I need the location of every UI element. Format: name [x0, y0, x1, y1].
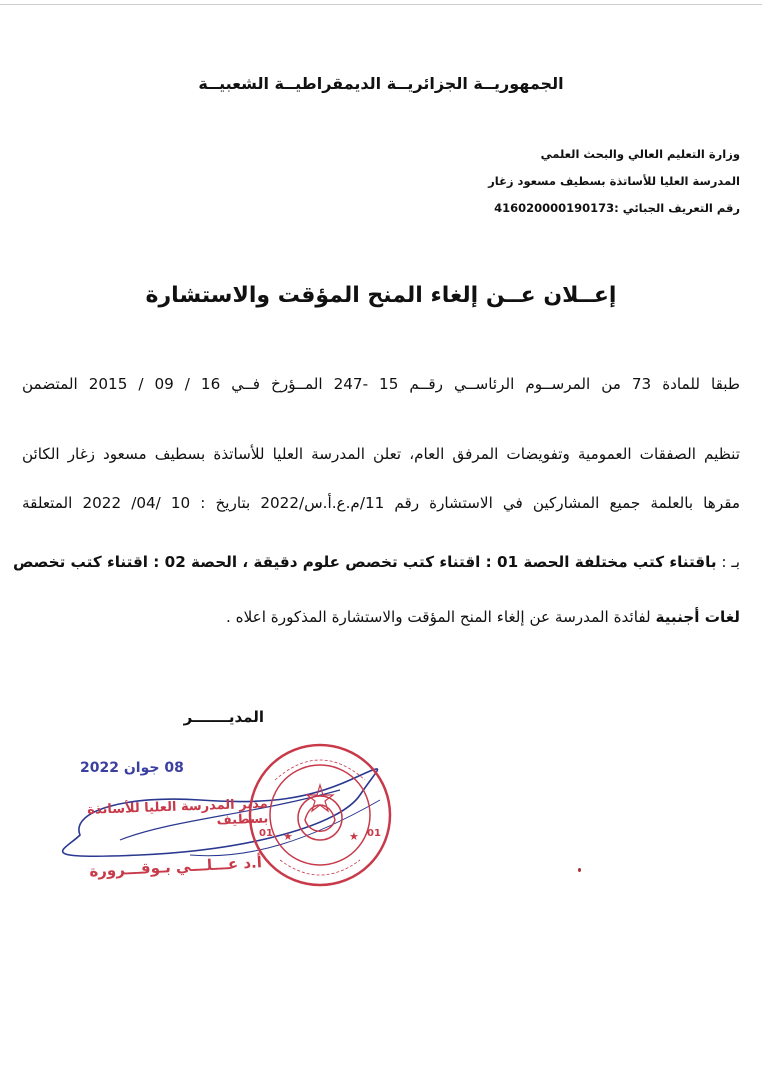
republic-heading: الجمهوريــة الجزائريــة الديمقراطيــة الشعبيــة: [198, 74, 564, 93]
body-line-4: [12, 553, 740, 571]
body-line-1: طبقا للمادة 73 من المرســوم الرئاســي رقــم 15 -247 المــؤرخ فــي 16 / 09 / 2015 المتضمن: [22, 375, 740, 393]
signature-stamp-name: مدير المدرسة العليا للأساتذة بسطيف: [87, 796, 269, 829]
signature-date: 08 جوان 2022: [80, 760, 184, 776]
body-line-5: [22, 608, 740, 626]
official-seal-stamp: [245, 740, 395, 890]
body-line-4-prefix: بـ :: [716, 553, 740, 571]
svg-text:★: ★: [349, 830, 359, 843]
ministry-name: وزارة التعليم العالي والبحث العلمي: [540, 147, 740, 161]
body-line-5-bold: لغات أجنبية: [655, 608, 740, 626]
ink-dot: [578, 868, 581, 872]
top-divider: [0, 4, 762, 5]
svg-text:★: ★: [283, 830, 293, 843]
announcement-title: إعــلان عــن إلغاء المنح المؤقت والاستشارة: [145, 283, 617, 308]
body-line-3: مقرها بالعلمة جميع المشاركين في الاستشارة رقم 11/م.ع.أ.س/2022 بتاريخ : 10 /04/ 2022 المتعلقة: [22, 494, 741, 512]
svg-text:01: 01: [259, 828, 273, 839]
svg-text:01: 01: [367, 828, 381, 839]
school-name: المدرسة العليا للأساتذة بسطيف مسعود زغار: [488, 174, 740, 188]
body-line-4-bold: باقتناء كتب مختلفة الحصة 01 : اقتناء كتب تخصص علوم دقيقة ، الحصة 02 : اقتناء كتب تخصص: [12, 553, 717, 571]
body-line-5-rest: لفائدة المدرسة عن إلغاء المنح المؤقت والاستشارة المذكورة اعلاه .: [226, 608, 656, 626]
body-line-2: تنظيم الصفقات العمومية وتفويضات المرفق العام، تعلن المدرسة العليا للأساتذة بسطيف مسعود زغار الكائن: [22, 445, 740, 463]
director-title: المديـــــــر: [183, 708, 264, 726]
tax-id: رقم التعريف الجبائي :416020000190173: [494, 201, 740, 215]
signature-name: أ.د عـــلـــي بـوقـــرورة: [88, 853, 263, 881]
